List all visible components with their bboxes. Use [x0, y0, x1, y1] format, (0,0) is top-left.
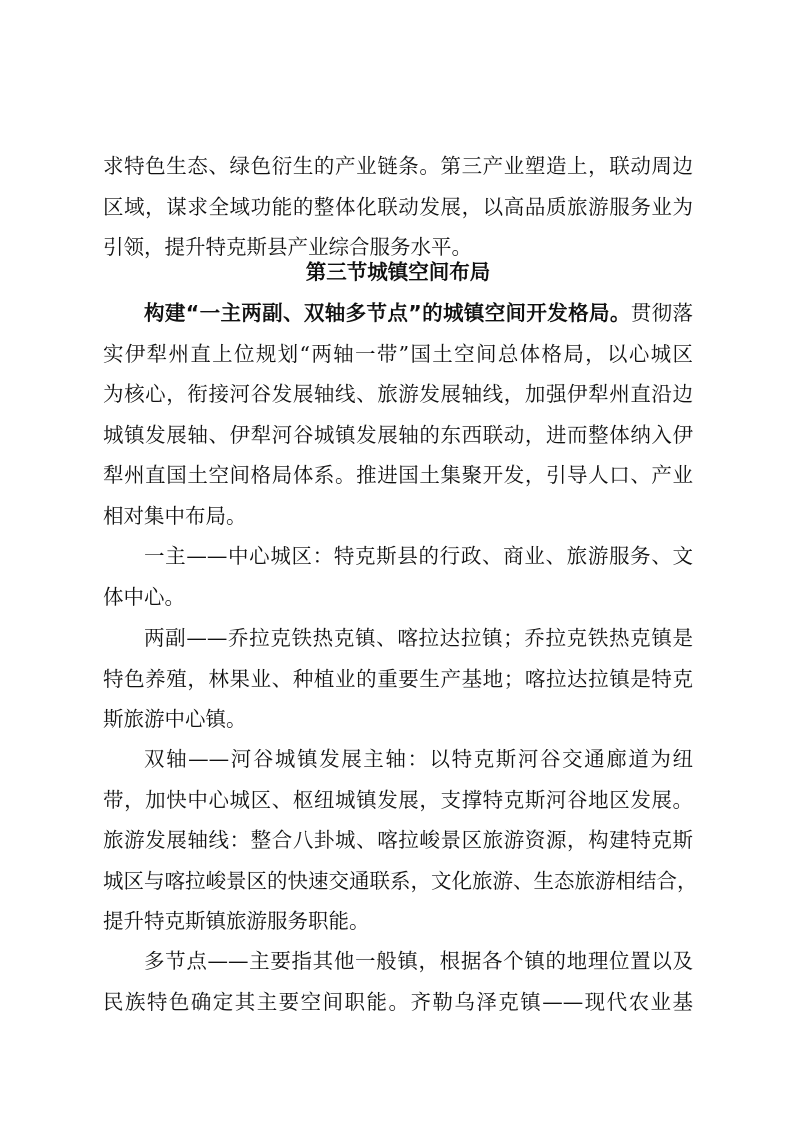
text-line: 城区与喀拉峻景区的快速交通联系，文化旅游、生态旅游相结合，: [103, 868, 698, 893]
text-line: 带，加快中心城区、枢纽城镇发展，支撑特克斯河谷地区发展。: [103, 787, 693, 812]
text-line: 实伊犁州直上位规划“两轴一带”国土空间总体格局，以心城区: [103, 341, 693, 366]
text-line: 一主——中心城区：特克斯县的行政、商业、旅游服务、文: [144, 544, 693, 568]
text-line: 多节点——主要指其他一般镇，根据各个镇的地理位置以及: [144, 949, 693, 973]
text-line: 区域，谋求全域功能的整体化联动发展，以高品质旅游服务业为: [103, 194, 693, 219]
text-line: 相对集中布局。: [103, 503, 247, 528]
text-line: 双轴——河谷城镇发展主轴：以特克斯河谷交通廊道为纽: [144, 747, 693, 771]
paragraph-layout: [103, 293, 693, 537]
text-line: 民族特色确定其主要空间职能。齐勒乌泽克镇——现代农业基: [103, 989, 693, 1014]
text-line: 提升特克斯镇旅游服务职能。: [103, 909, 370, 934]
text-line: 求特色生态、绿色衍生的产业链条。第三产业塑造上，联动周边: [103, 154, 693, 178]
section-heading: 第三节城镇空间布局: [305, 260, 491, 284]
text-line: 体中心。: [103, 584, 185, 609]
text-line: 旅游发展轴线：整合八卦城、喀拉峻景区旅游资源，构建特克斯: [103, 828, 693, 853]
text-line: 犁州直国土空间格局体系。推进国土集聚开发，引导人口、产业: [103, 463, 693, 488]
lead-bold-text: 构建“一主两副、双轴多节点”的城镇空间开发格局。: [144, 301, 631, 325]
paragraph-multi-nodes: [103, 941, 693, 1022]
paragraph-dual-axes: [103, 739, 698, 942]
paragraph-two-sub-centers: [103, 618, 693, 740]
text-line: 特色养殖，林果业、种植业的重要生产基地；喀拉达拉镇是特克: [103, 666, 693, 691]
text-line: 斯旅游中心镇。: [103, 707, 247, 732]
text-line: 两副——乔拉克铁热克镇、喀拉达拉镇；乔拉克铁热克镇是: [144, 626, 693, 650]
text-line: 城镇发展轴、伊犁河谷城镇发展轴的东西联动，进而整体纳入伊: [103, 422, 693, 447]
text-line: 为核心，衔接河谷发展轴线、旅游发展轴线，加强伊犁州直沿边: [103, 382, 693, 407]
paragraph-main-center: [103, 536, 693, 617]
paragraph-intro: [103, 146, 693, 268]
text-fragment: 贯彻落: [630, 301, 693, 325]
text-line: 引领，提升特克斯县产业综合服务水平。: [103, 235, 472, 260]
text-line: [103, 293, 693, 334]
